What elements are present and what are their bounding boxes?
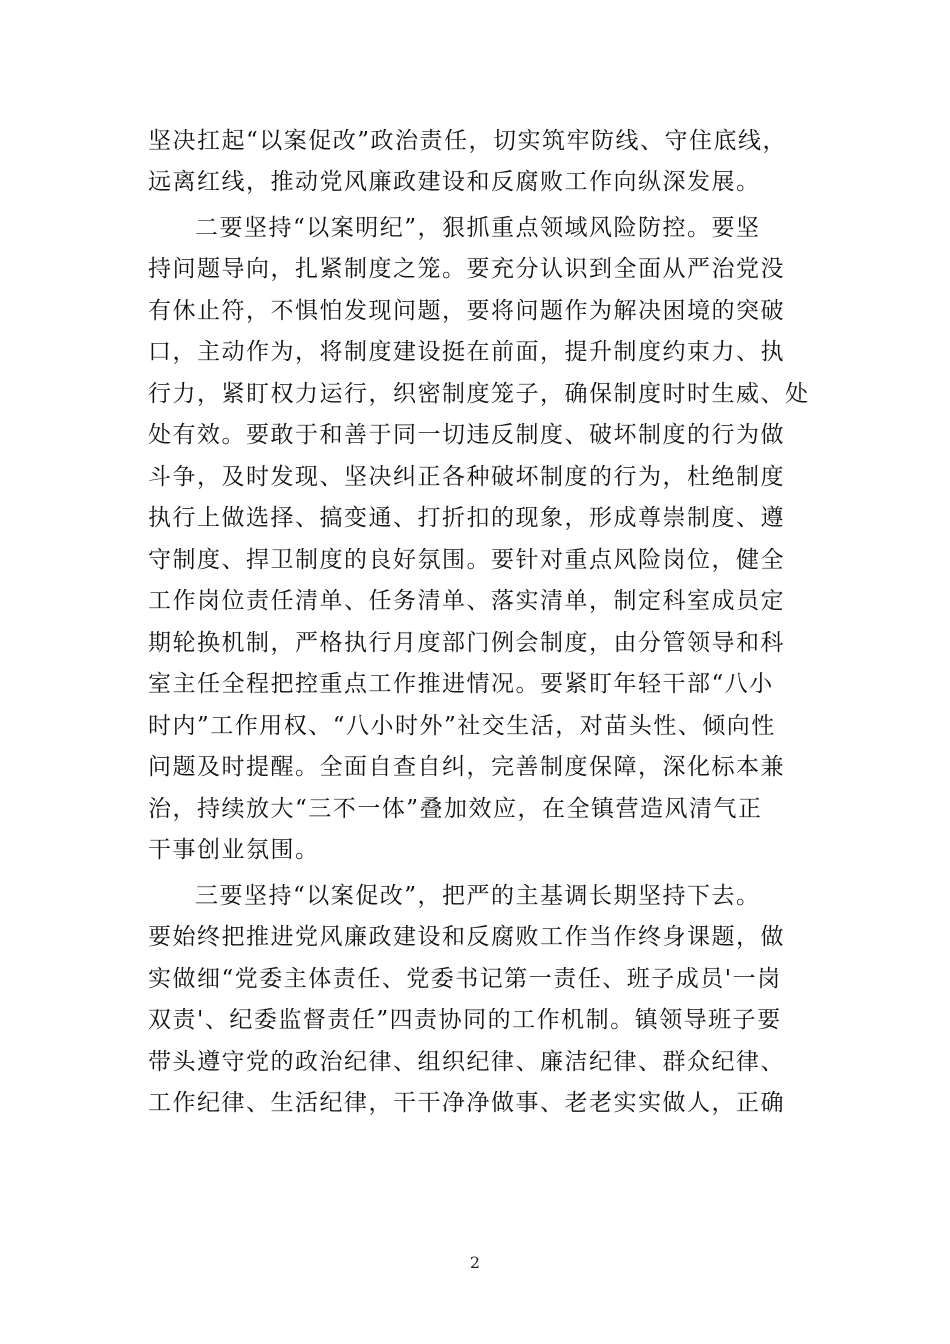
paragraph-2-line: 治，持续放大“三不一体”叠加效应，在全镇营造风清气正 xyxy=(148,796,763,822)
paragraph-3-line: 三要坚持“以案促改”，把严的主基调长期坚持下去。 xyxy=(195,883,761,909)
paragraph-2-line: 干事创业氛围。 xyxy=(148,837,320,863)
paragraph-2-line: 口，主动作为，将制度建设挺在前面，提升制度约束力、执 xyxy=(148,339,785,365)
paragraph-2-line: 工作岗位责任清单、任务清单、落实清单，制定科室成员定 xyxy=(148,588,785,614)
paragraph-1-line: 坚决扛起“以案促改”政治责任，切实筑牢防线、守住底线， xyxy=(148,128,788,154)
paragraph-2-line: 守制度、捍卫制度的良好氛围。要针对重点风险岗位，健全 xyxy=(148,547,785,573)
paragraph-2-line: 处有效。要敢于和善于同一切违反制度、破坏制度的行为做 xyxy=(148,422,785,448)
paragraph-2-line: 持问题导向，扎紧制度之笼。要充分认识到全面从严治党没 xyxy=(148,256,785,282)
paragraph-3-line: 工作纪律、生活纪律，干干净净做事、老老实实做人，正确 xyxy=(148,1090,785,1116)
paragraph-1-line: 远离红线，推动党风廉政建设和反腐败工作向纵深发展。 xyxy=(148,169,761,195)
paragraph-2-line: 二要坚持“以案明纪”，狠抓重点领域风险防控。要坚 xyxy=(195,215,761,241)
paragraph-3-line: 要始终把推进党风廉政建设和反腐败工作当作终身课题，做 xyxy=(148,924,785,950)
paragraph-2-line: 执行上做选择、搞变通、打折扣的现象，形成尊崇制度、遵 xyxy=(148,505,785,531)
page-number: 2 xyxy=(469,1253,481,1272)
paragraph-3-line: 带头遵守党的政治纪律、组织纪律、廉洁纪律、群众纪律、 xyxy=(148,1049,785,1075)
paragraph-3-line: 实做细“党委主体责任、党委书记第一责任、班子成员'一岗 xyxy=(148,966,782,992)
paragraph-2-line: 行力，紧盯权力运行，织密制度笼子，确保制度时时生威、处 xyxy=(148,381,810,407)
paragraph-2-line: 有休止符，不惧怕发现问题，要将问题作为解决困境的突破 xyxy=(148,298,785,324)
paragraph-2-line: 室主任全程把控重点工作推进情况。要紧盯年轻干部“八小 xyxy=(148,671,774,697)
paragraph-2-line: 时内”工作用权、“八小时外”社交生活，对苗头性、倾向性 xyxy=(148,713,776,739)
paragraph-2-line: 斗争，及时发现、坚决纠正各种破坏制度的行为，杜绝制度 xyxy=(148,464,785,490)
paragraph-2-line: 问题及时提醒。全面自查自纠，完善制度保障，深化标本兼 xyxy=(148,754,785,780)
paragraph-3-line: 双责'、纪委监督责任”四责协同的工作机制。镇领导班子要 xyxy=(148,1007,782,1033)
paragraph-2-line: 期轮换机制，严格执行月度部门例会制度，由分管领导和科 xyxy=(148,630,785,656)
